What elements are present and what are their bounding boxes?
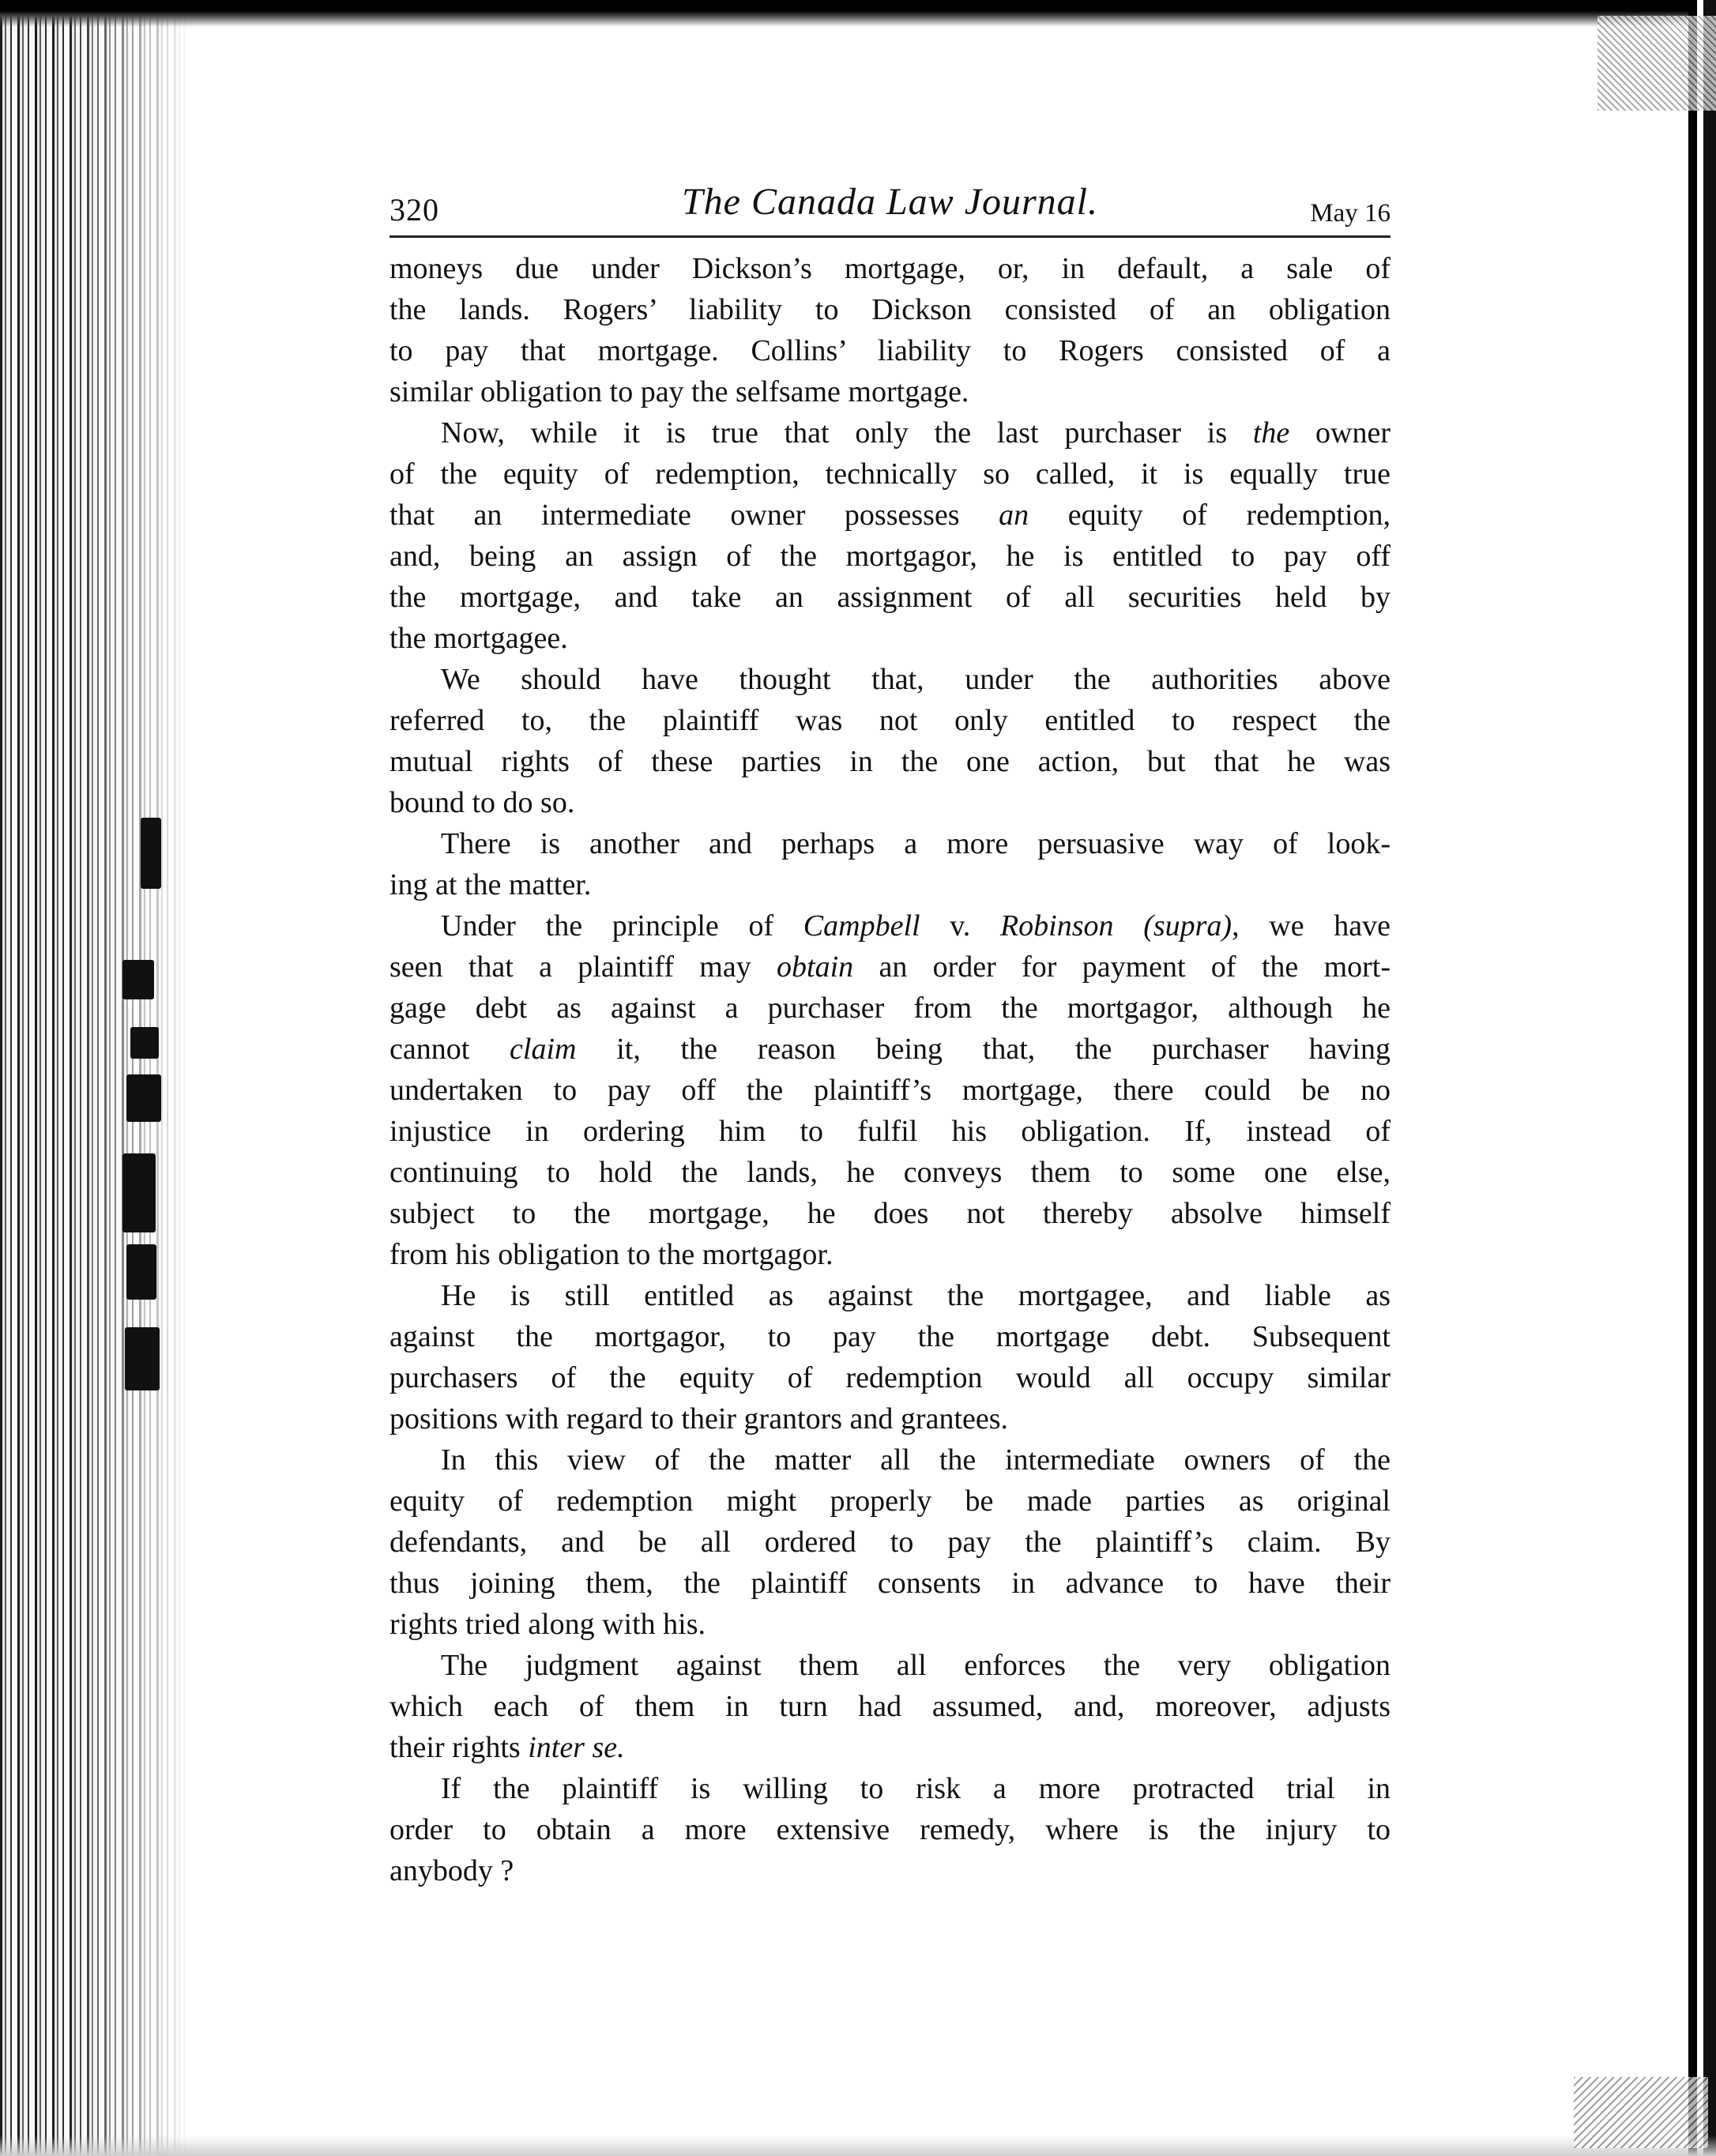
text-run: to pay that mortgage. Collins’ liability to Rogers consisted of a <box>389 334 1390 367</box>
text-line <box>389 495 1390 536</box>
text-run: Under the principle of <box>441 909 803 943</box>
text-run: bound to do so. <box>389 786 575 819</box>
text-line <box>389 1563 1390 1604</box>
margin-ink-blot <box>122 960 154 999</box>
paragraph <box>389 659 1390 823</box>
text-run: seen that a plaintiff may <box>389 950 777 984</box>
text-run: from his obligation to the mortgagor. <box>389 1238 834 1271</box>
text-line <box>389 536 1390 577</box>
text-line <box>389 289 1390 330</box>
page-header <box>389 175 1390 232</box>
text-line <box>389 1152 1390 1193</box>
text-run: , we have <box>1232 909 1390 943</box>
text-run: thus joining them, the plaintiff consents in advance to have their <box>389 1567 1390 1600</box>
text-line <box>389 371 1390 412</box>
text-line <box>389 659 1390 700</box>
paragraph <box>389 1275 1390 1439</box>
text-line <box>389 1070 1390 1111</box>
text-run: the mortgage, and take an assignment of all securities held by <box>389 581 1390 614</box>
scanned-corner-noise-top <box>1597 16 1716 111</box>
scanned-right-edge <box>1597 0 1716 2156</box>
margin-ink-blot <box>125 1327 160 1390</box>
text-line <box>389 618 1390 659</box>
paragraph <box>389 248 1390 412</box>
text-run: We should have thought that, under the authorities above <box>441 663 1390 696</box>
text-run: v. <box>920 909 1000 943</box>
text-run: injustice in ordering him to fulfil his obligation. If, instead of <box>389 1115 1390 1148</box>
margin-ink-blot <box>141 818 161 889</box>
text-run: moneys due under Dickson’s mortgage, or, in default, a sale of <box>389 252 1390 285</box>
margin-ink-blot <box>130 1027 159 1059</box>
text-line <box>389 1316 1390 1357</box>
text-line <box>389 700 1390 741</box>
text-run: gage debt as against a purchaser from the mortgagor, although he <box>389 991 1390 1025</box>
text-line <box>389 1357 1390 1398</box>
text-run: referred to, the plaintiff was not only entitled to respect the <box>389 704 1390 737</box>
text-run: an order for payment of the mort- <box>853 950 1391 984</box>
text-line <box>389 1686 1390 1727</box>
italic-text-run: Robinson (supra) <box>999 909 1232 943</box>
text-run: Now, while it is true that only the last purchaser is <box>441 416 1253 450</box>
paragraph <box>389 1439 1390 1645</box>
paragraph <box>389 905 1390 1275</box>
text-run: the mortgagee. <box>389 622 568 655</box>
text-line <box>389 1768 1390 1809</box>
text-run: equity of redemption might properly be made parties as original <box>389 1484 1390 1518</box>
text-run: positions with regard to their grantors and grantees. <box>389 1402 1009 1435</box>
text-run: rights tried along with his. <box>389 1608 706 1641</box>
text-line <box>389 1481 1390 1522</box>
text-run: owner <box>1289 416 1391 450</box>
text-run: which each of them in turn had assumed, and, moreover, adjusts <box>389 1690 1390 1723</box>
text-run: There is another and perhaps a more persuasive way of look- <box>441 827 1390 860</box>
page-number: 320 <box>389 192 439 228</box>
text-line <box>389 741 1390 782</box>
scanned-top-edge <box>0 0 1716 27</box>
text-run: He is still entitled as against the mortgagee, and liable as <box>441 1279 1390 1312</box>
paragraph <box>389 1768 1390 1891</box>
text-line <box>389 1275 1390 1316</box>
text-run: order to obtain a more extensive remedy, where is the injury to <box>389 1813 1390 1846</box>
italic-text-run: Campbell <box>803 909 920 943</box>
text-line <box>389 1604 1390 1645</box>
margin-ink-blot <box>126 1074 161 1122</box>
text-line <box>389 823 1390 864</box>
text-line <box>389 330 1390 371</box>
text-line <box>389 988 1390 1029</box>
text-run: anybody ? <box>389 1854 514 1887</box>
text-run: subject to the mortgage, he does not thereby absolve himself <box>389 1197 1390 1230</box>
margin-ink-blot <box>126 1244 156 1300</box>
text-run: against the mortgagor, to pay the mortgage debt. Subsequent <box>389 1320 1390 1353</box>
margin-ink-blot <box>122 1153 156 1232</box>
paragraph <box>389 1645 1390 1768</box>
text-run: cannot <box>389 1033 510 1066</box>
header-rule <box>389 235 1390 238</box>
running-title: The Canada Law Journal. <box>681 181 1099 223</box>
text-line <box>389 1439 1390 1481</box>
text-line <box>389 946 1390 988</box>
text-line <box>389 905 1390 946</box>
text-line <box>389 1850 1390 1891</box>
scanned-corner-noise-bottom <box>1574 2077 1708 2148</box>
text-line <box>389 1029 1390 1070</box>
italic-text-run: an <box>999 499 1029 532</box>
article-body <box>389 248 1390 1891</box>
text-run: similar obligation to pay the selfsame mortgage. <box>389 375 969 408</box>
text-run: mutual rights of these parties in the one action, but that he was <box>389 745 1390 778</box>
issue-date: May 16 <box>1310 199 1390 228</box>
text-run: defendants, and be all ordered to pay the plaintiff’s claim. By <box>389 1526 1390 1559</box>
text-line <box>389 577 1390 618</box>
text-line <box>389 1809 1390 1850</box>
paragraph <box>389 412 1390 659</box>
scanned-bottom-edge <box>0 2135 1716 2156</box>
text-run: purchasers of the equity of redemption would all occupy similar <box>389 1361 1390 1394</box>
text-run: their rights <box>389 1731 529 1764</box>
text-line <box>389 1398 1390 1439</box>
text-line <box>389 1645 1390 1686</box>
text-run: the lands. Rogers’ liability to Dickson consisted of an obligation <box>389 293 1390 326</box>
text-run: The judgment against them all enforces the very obligation <box>441 1649 1390 1682</box>
text-line <box>389 1727 1390 1768</box>
text-line <box>389 412 1390 453</box>
paragraph <box>389 823 1390 905</box>
text-run: In this view of the matter all the intermediate owners of the <box>441 1443 1390 1477</box>
text-run: it, the reason being that, the purchaser having <box>576 1033 1390 1066</box>
italic-text-run: claim <box>510 1033 577 1066</box>
text-line <box>389 1111 1390 1152</box>
text-line <box>389 248 1390 289</box>
text-line <box>389 1522 1390 1563</box>
italic-text-run: inter se. <box>528 1731 625 1764</box>
text-line <box>389 453 1390 495</box>
text-run: continuing to hold the lands, he conveys them to some one else, <box>389 1156 1390 1189</box>
scanned-binding-shadow <box>0 0 190 2156</box>
text-run: undertaken to pay off the plaintiff’s mortgage, there could be no <box>389 1074 1390 1107</box>
text-run: equity of redemption, <box>1029 499 1391 532</box>
text-run: that an intermediate owner possesses <box>389 499 999 532</box>
text-line <box>389 782 1390 823</box>
text-run: ing at the matter. <box>389 868 592 901</box>
text-run: of the equity of redemption, technically so called, it is equally true <box>389 457 1390 491</box>
text-run: and, being an assign of the mortgagor, he is entitled to pay off <box>389 540 1390 573</box>
text-line <box>389 864 1390 905</box>
text-line <box>389 1234 1390 1275</box>
italic-text-run: obtain <box>777 950 854 984</box>
italic-text-run: the <box>1252 416 1290 450</box>
text-run: If the plaintiff is willing to risk a more protracted trial in <box>441 1772 1390 1805</box>
text-line <box>389 1193 1390 1234</box>
